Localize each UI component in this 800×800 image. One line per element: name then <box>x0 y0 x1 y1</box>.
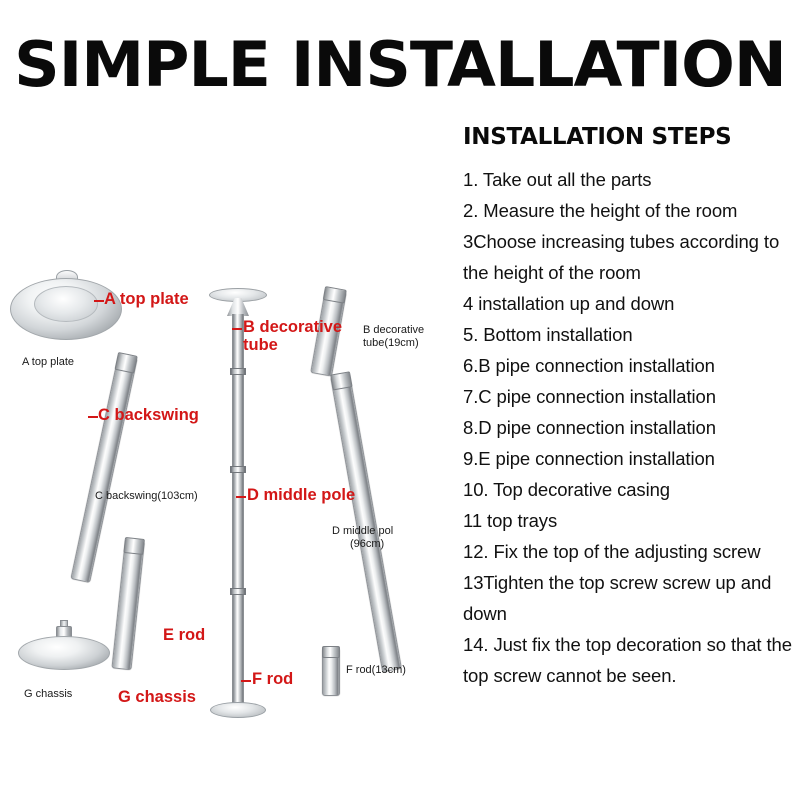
step-item: 8.D pipe connection installation <box>463 417 716 438</box>
step-item: 2. Measure the height of the room <box>463 200 738 221</box>
d-caption-line1: D middle pol <box>332 525 394 537</box>
c-backswing-leader <box>88 416 98 418</box>
installation-steps-panel <box>455 124 795 691</box>
d-middle-pole-tube <box>330 373 402 672</box>
pole-base-plate <box>210 702 266 718</box>
f-rod-leader <box>241 680 251 682</box>
callout-d-middle-pole: D middle pole <box>247 486 356 504</box>
steps-list <box>455 164 795 691</box>
parts-diagram <box>0 240 455 760</box>
callout-b-decorative-tube: B decorative tube <box>243 318 343 354</box>
step-item: 1. Take out all the parts <box>463 169 652 190</box>
pole-joint <box>230 466 246 473</box>
b-caption-line1: B decorative <box>363 324 425 336</box>
step-item: 6.B pipe connection installation <box>463 355 715 376</box>
d-middle-pole-leader <box>236 496 246 498</box>
f-rod-caption: F rod(13cm) <box>346 664 406 676</box>
b-caption-line2: tube(19cm) <box>363 337 419 349</box>
step-item: 4 installation up and down <box>463 293 675 314</box>
a-top-plate-leader <box>94 300 104 302</box>
step-item: 12. Fix the top of the adjusting screw <box>463 541 761 562</box>
top-plate-inner-ring <box>34 286 98 322</box>
pole-joint <box>230 588 246 595</box>
callout-g-chassis: G chassis <box>118 688 196 706</box>
g-chassis-illustration <box>18 620 110 672</box>
step-item: 13Tighten the top screw screw up and down <box>463 572 772 624</box>
callout-e-rod: E rod <box>163 626 206 644</box>
step-item: 7.C pipe connection installation <box>463 386 716 407</box>
a-top-plate-illustration <box>10 270 122 348</box>
step-item: 10. Top decorative casing <box>463 479 670 500</box>
callout-f-rod: F rod <box>252 670 294 688</box>
e-rod-cap <box>123 537 145 555</box>
callout-a-top-plate: A top plate <box>104 290 189 308</box>
step-item: 14. Just fix the top decoration so that the top screw cannot be seen. <box>463 634 792 686</box>
d-caption-line2: (96cm) <box>350 538 385 550</box>
chassis-plate <box>18 636 110 670</box>
b-decorative-tube-leader <box>232 328 242 330</box>
g-chassis-caption: G chassis <box>24 688 73 700</box>
callout-c-backswing: C backswing <box>98 406 199 424</box>
a-top-plate-caption: A top plate <box>22 356 74 368</box>
page-title: SIMPLE INSTALLATION <box>14 28 786 101</box>
e-rod-tube <box>111 539 144 670</box>
c-backswing-caption: C backswing(103cm) <box>95 490 198 502</box>
step-item: 11 top trays <box>463 510 558 531</box>
d-middle-pole-caption <box>332 525 393 551</box>
pole-joint <box>230 368 246 375</box>
step-item: 5. Bottom installation <box>463 324 633 345</box>
f-rod-cap <box>322 646 340 658</box>
step-item: 3Choose increasing tubes according to the height of the room <box>463 231 780 283</box>
step-item: 9.E pipe connection installation <box>463 448 715 469</box>
b-decorative-tube-caption <box>363 324 424 350</box>
c-backswing-cap <box>114 352 137 374</box>
steps-heading: INSTALLATION STEPS <box>463 124 732 150</box>
d-middle-pole-cap <box>330 371 352 390</box>
